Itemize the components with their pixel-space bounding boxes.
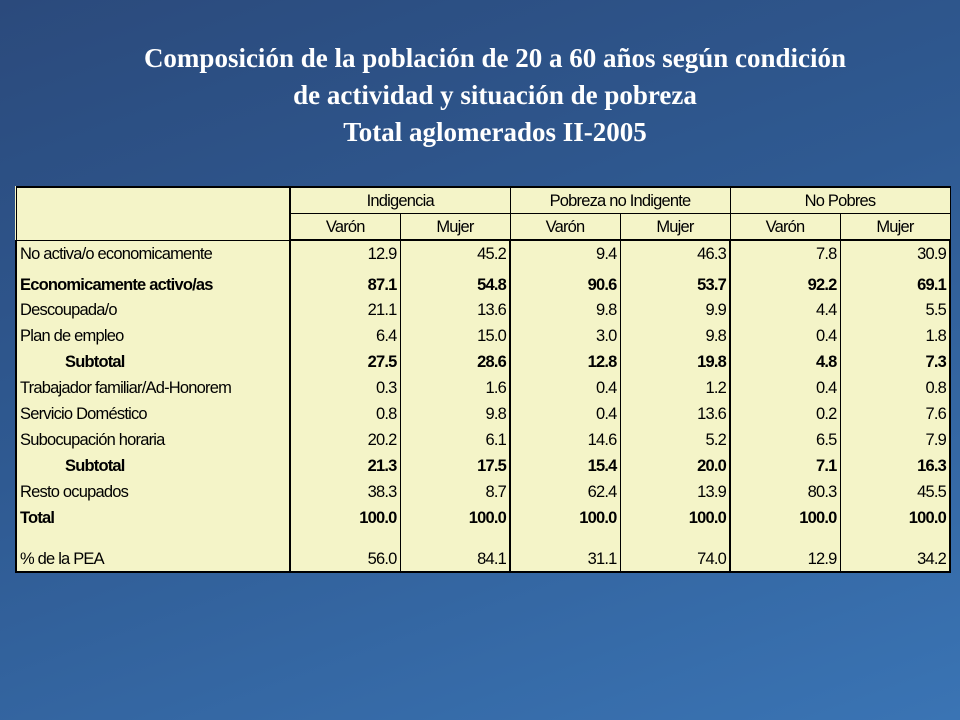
table-row: [16, 297, 950, 323]
table-cell: 62.4: [510, 479, 620, 505]
table-cell: 7.8: [730, 240, 840, 267]
table-row: [16, 401, 950, 427]
row-label: Servicio Doméstico: [16, 401, 290, 427]
table-cell: 4.4: [730, 297, 840, 323]
table-cell: 21.3: [290, 453, 400, 479]
table-cell: 5.2: [620, 427, 730, 453]
table-cell: 13.9: [620, 479, 730, 505]
table-cell: 15.0: [400, 323, 510, 349]
table-cell: 0.8: [290, 401, 400, 427]
table-cell: 0.4: [730, 375, 840, 401]
table-cell: 87.1: [290, 267, 400, 297]
subheader-varon: Varón: [510, 214, 620, 241]
subheader-mujer: Mujer: [400, 214, 510, 241]
table-row: [16, 267, 950, 297]
row-label: Subtotal: [16, 349, 290, 375]
table-cell: 6.5: [730, 427, 840, 453]
table-cell: 90.6: [510, 267, 620, 297]
table-cell: 1.6: [400, 375, 510, 401]
table-cell: 34.2: [840, 531, 950, 572]
table-cell: 9.8: [510, 297, 620, 323]
table-row: [16, 375, 950, 401]
table-cell: 12.9: [730, 531, 840, 572]
table-cell: 1.2: [620, 375, 730, 401]
table-cell: 84.1: [400, 531, 510, 572]
table-cell: 0.2: [730, 401, 840, 427]
subheader-varon: Varón: [730, 214, 840, 241]
table-cell: 100.0: [730, 505, 840, 531]
title-line-2: de actividad y situación de pobreza: [293, 80, 697, 110]
table-cell: 12.8: [510, 349, 620, 375]
table-body: [16, 240, 950, 572]
table-row: [16, 531, 950, 572]
subheader-mujer: Mujer: [840, 214, 950, 241]
row-label: No activa/o economicamente: [16, 240, 290, 267]
data-table-wrapper: [15, 186, 951, 573]
group-header-indigencia: Indigencia: [290, 187, 510, 214]
table-cell: 100.0: [510, 505, 620, 531]
row-label: Subtotal: [16, 453, 290, 479]
poverty-activity-table: [15, 186, 951, 573]
table-cell: 0.4: [730, 323, 840, 349]
header-corner: [16, 187, 290, 240]
row-label: Descoupada/o: [16, 297, 290, 323]
subheader-mujer: Mujer: [620, 214, 730, 241]
table-cell: 0.4: [510, 375, 620, 401]
table-cell: 69.1: [840, 267, 950, 297]
table-cell: 21.1: [290, 297, 400, 323]
table-cell: 100.0: [840, 505, 950, 531]
table-cell: 45.5: [840, 479, 950, 505]
table-cell: 7.1: [730, 453, 840, 479]
table-cell: 100.0: [400, 505, 510, 531]
table-cell: 6.1: [400, 427, 510, 453]
table-cell: 100.0: [290, 505, 400, 531]
table-cell: 27.5: [290, 349, 400, 375]
table-cell: 74.0: [620, 531, 730, 572]
table-cell: 3.0: [510, 323, 620, 349]
table-cell: 8.7: [400, 479, 510, 505]
table-row: [16, 479, 950, 505]
row-label: % de la PEA: [16, 531, 290, 572]
slide-title: [0, 40, 960, 151]
row-label: Total: [16, 505, 290, 531]
table-cell: 0.3: [290, 375, 400, 401]
table-cell: 0.4: [510, 401, 620, 427]
table-row: [16, 427, 950, 453]
group-header-no-pobres: No Pobres: [730, 187, 950, 214]
title-line-3: Total aglomerados II-2005: [343, 117, 647, 147]
table-row: [16, 240, 950, 267]
table-cell: 13.6: [400, 297, 510, 323]
table-cell: 6.4: [290, 323, 400, 349]
table-cell: 54.8: [400, 267, 510, 297]
table-cell: 53.7: [620, 267, 730, 297]
table-cell: 0.8: [840, 375, 950, 401]
table-cell: 9.8: [400, 401, 510, 427]
table-cell: 17.5: [400, 453, 510, 479]
table-cell: 45.2: [400, 240, 510, 267]
row-label: Economicamente activo/as: [16, 267, 290, 297]
row-label: Trabajador familiar/Ad-Honorem: [16, 375, 290, 401]
table-cell: 9.9: [620, 297, 730, 323]
table-cell: 92.2: [730, 267, 840, 297]
table-cell: 9.4: [510, 240, 620, 267]
table-cell: 13.6: [620, 401, 730, 427]
table-cell: 28.6: [400, 349, 510, 375]
table-cell: 46.3: [620, 240, 730, 267]
table-row: [16, 323, 950, 349]
table-cell: 20.2: [290, 427, 400, 453]
row-label: Subocupación horaria: [16, 427, 290, 453]
title-line-1: Composición de la población de 20 a 60 años según condición: [143, 43, 847, 73]
table-cell: 4.8: [730, 349, 840, 375]
table-row: [16, 453, 950, 479]
table-cell: 7.3: [840, 349, 950, 375]
row-label: Resto ocupados: [16, 479, 290, 505]
table-cell: 20.0: [620, 453, 730, 479]
table-cell: 14.6: [510, 427, 620, 453]
table-cell: 19.8: [620, 349, 730, 375]
table-cell: 7.6: [840, 401, 950, 427]
table-cell: 9.8: [620, 323, 730, 349]
row-label: Plan de empleo: [16, 323, 290, 349]
table-cell: 16.3: [840, 453, 950, 479]
table-cell: 100.0: [620, 505, 730, 531]
table-cell: 30.9: [840, 240, 950, 267]
table-cell: 31.1: [510, 531, 620, 572]
table-cell: 56.0: [290, 531, 400, 572]
table-cell: 80.3: [730, 479, 840, 505]
table-row: [16, 349, 950, 375]
table-cell: 7.9: [840, 427, 950, 453]
table-cell: 38.3: [290, 479, 400, 505]
subheader-varon: Varón: [290, 214, 400, 241]
table-cell: 5.5: [840, 297, 950, 323]
table-cell: 15.4: [510, 453, 620, 479]
group-header-pobreza-no-indigente: Pobreza no Indigente: [510, 187, 730, 214]
table-cell: 12.9: [290, 240, 400, 267]
table-row: [16, 505, 950, 531]
table-cell: 1.8: [840, 323, 950, 349]
